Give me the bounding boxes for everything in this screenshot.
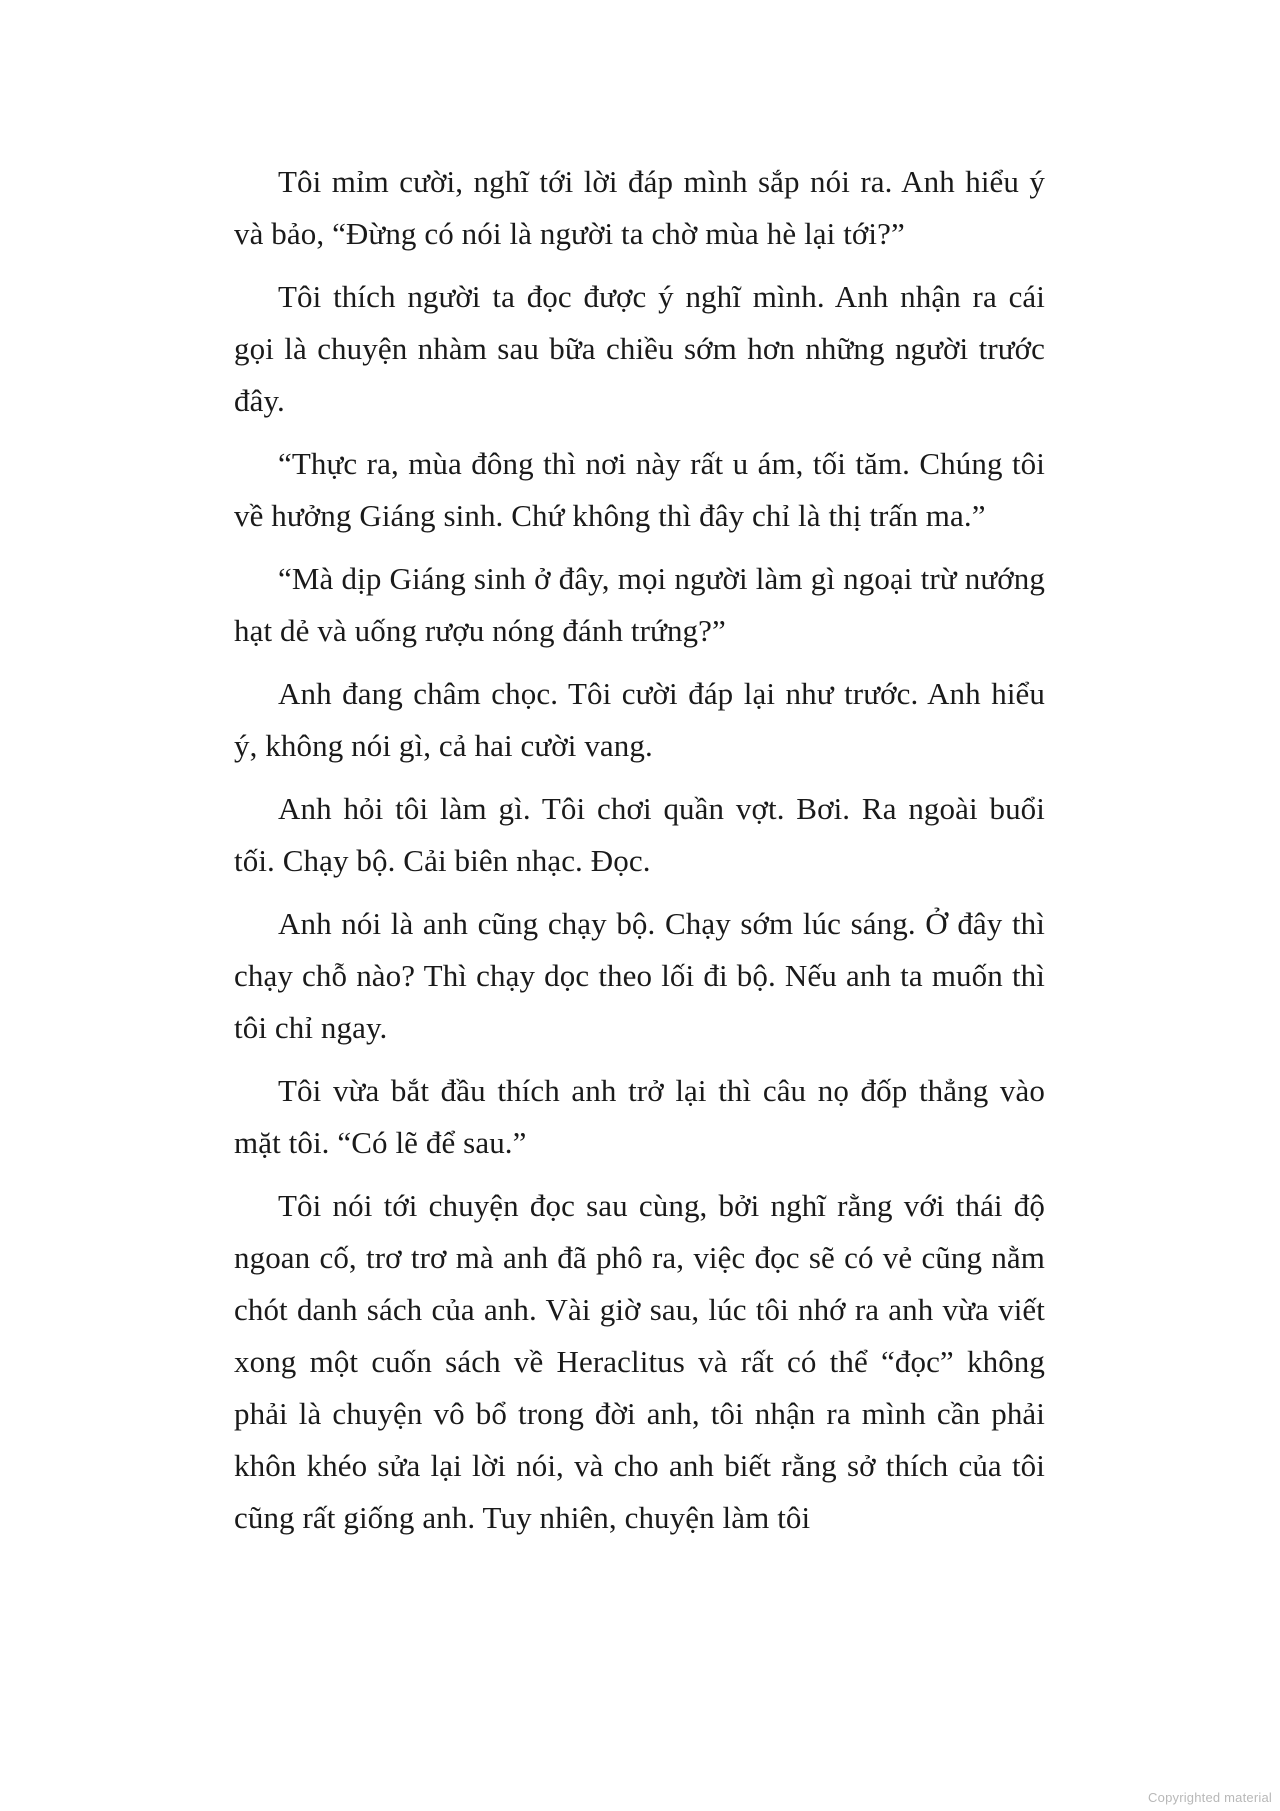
paragraph: Anh đang châm chọc. Tôi cười đáp lại như trước. Anh hiểu ý, không nói gì, cả hai cười vang.	[234, 676, 1045, 763]
paragraph: Tôi mỉm cười, nghĩ tới lời đáp mình sắp nói ra. Anh hiểu ý và bảo, “Đừng có nói là người ta chờ mùa hè lại tới?”	[234, 164, 1045, 251]
paragraph: Anh nói là anh cũng chạy bộ. Chạy sớm lúc sáng. Ở đây thì chạy chỗ nào? Thì chạy dọc theo lối đi bộ. Nếu anh ta muốn thì tôi chỉ ngay.	[234, 906, 1045, 1045]
paragraph: Anh hỏi tôi làm gì. Tôi chơi quần vợt. Bơi. Ra ngoài buổi tối. Chạy bộ. Cải biên nhạc. Đọc.	[234, 791, 1045, 878]
paragraph: Tôi nói tới chuyện đọc sau cùng, bởi nghĩ rằng với thái độ ngoan cố, trơ trơ mà anh đã phô ra, việc đọc sẽ có vẻ cũng nằm chót danh sách của anh. Vài giờ sau, lúc tôi nhớ ra anh vừa viết xong một cuốn sách về Heraclitus và rất có thể “đọc” không phải là chuyện vô bổ trong đời anh, tôi nhận ra mình cần phải khôn khéo sửa lại lời nói, và cho anh biết rằng sở thích của tôi cũng rất giống anh. Tuy nhiên, chuyện làm tôi	[234, 1188, 1045, 1535]
body-text	[234, 156, 1045, 1555]
paragraph: Tôi thích người ta đọc được ý nghĩ mình. Anh nhận ra cái gọi là chuyện nhàm sau bữa chiều sớm hơn những người trước đây.	[234, 279, 1045, 418]
paragraph: “Mà dịp Giáng sinh ở đây, mọi người làm gì ngoại trừ nướng hạt dẻ và uống rượu nóng đánh trứng?”	[234, 561, 1045, 648]
paragraph: “Thực ra, mùa đông thì nơi này rất u ám, tối tăm. Chúng tôi về hưởng Giáng sinh. Chứ không thì đây chỉ là thị trấn ma.”	[234, 446, 1045, 533]
paragraph: Tôi vừa bắt đầu thích anh trở lại thì câu nọ đốp thẳng vào mặt tôi. “Có lẽ để sau.”	[234, 1073, 1045, 1160]
copyright-watermark: Copyrighted material	[1148, 1790, 1272, 1805]
